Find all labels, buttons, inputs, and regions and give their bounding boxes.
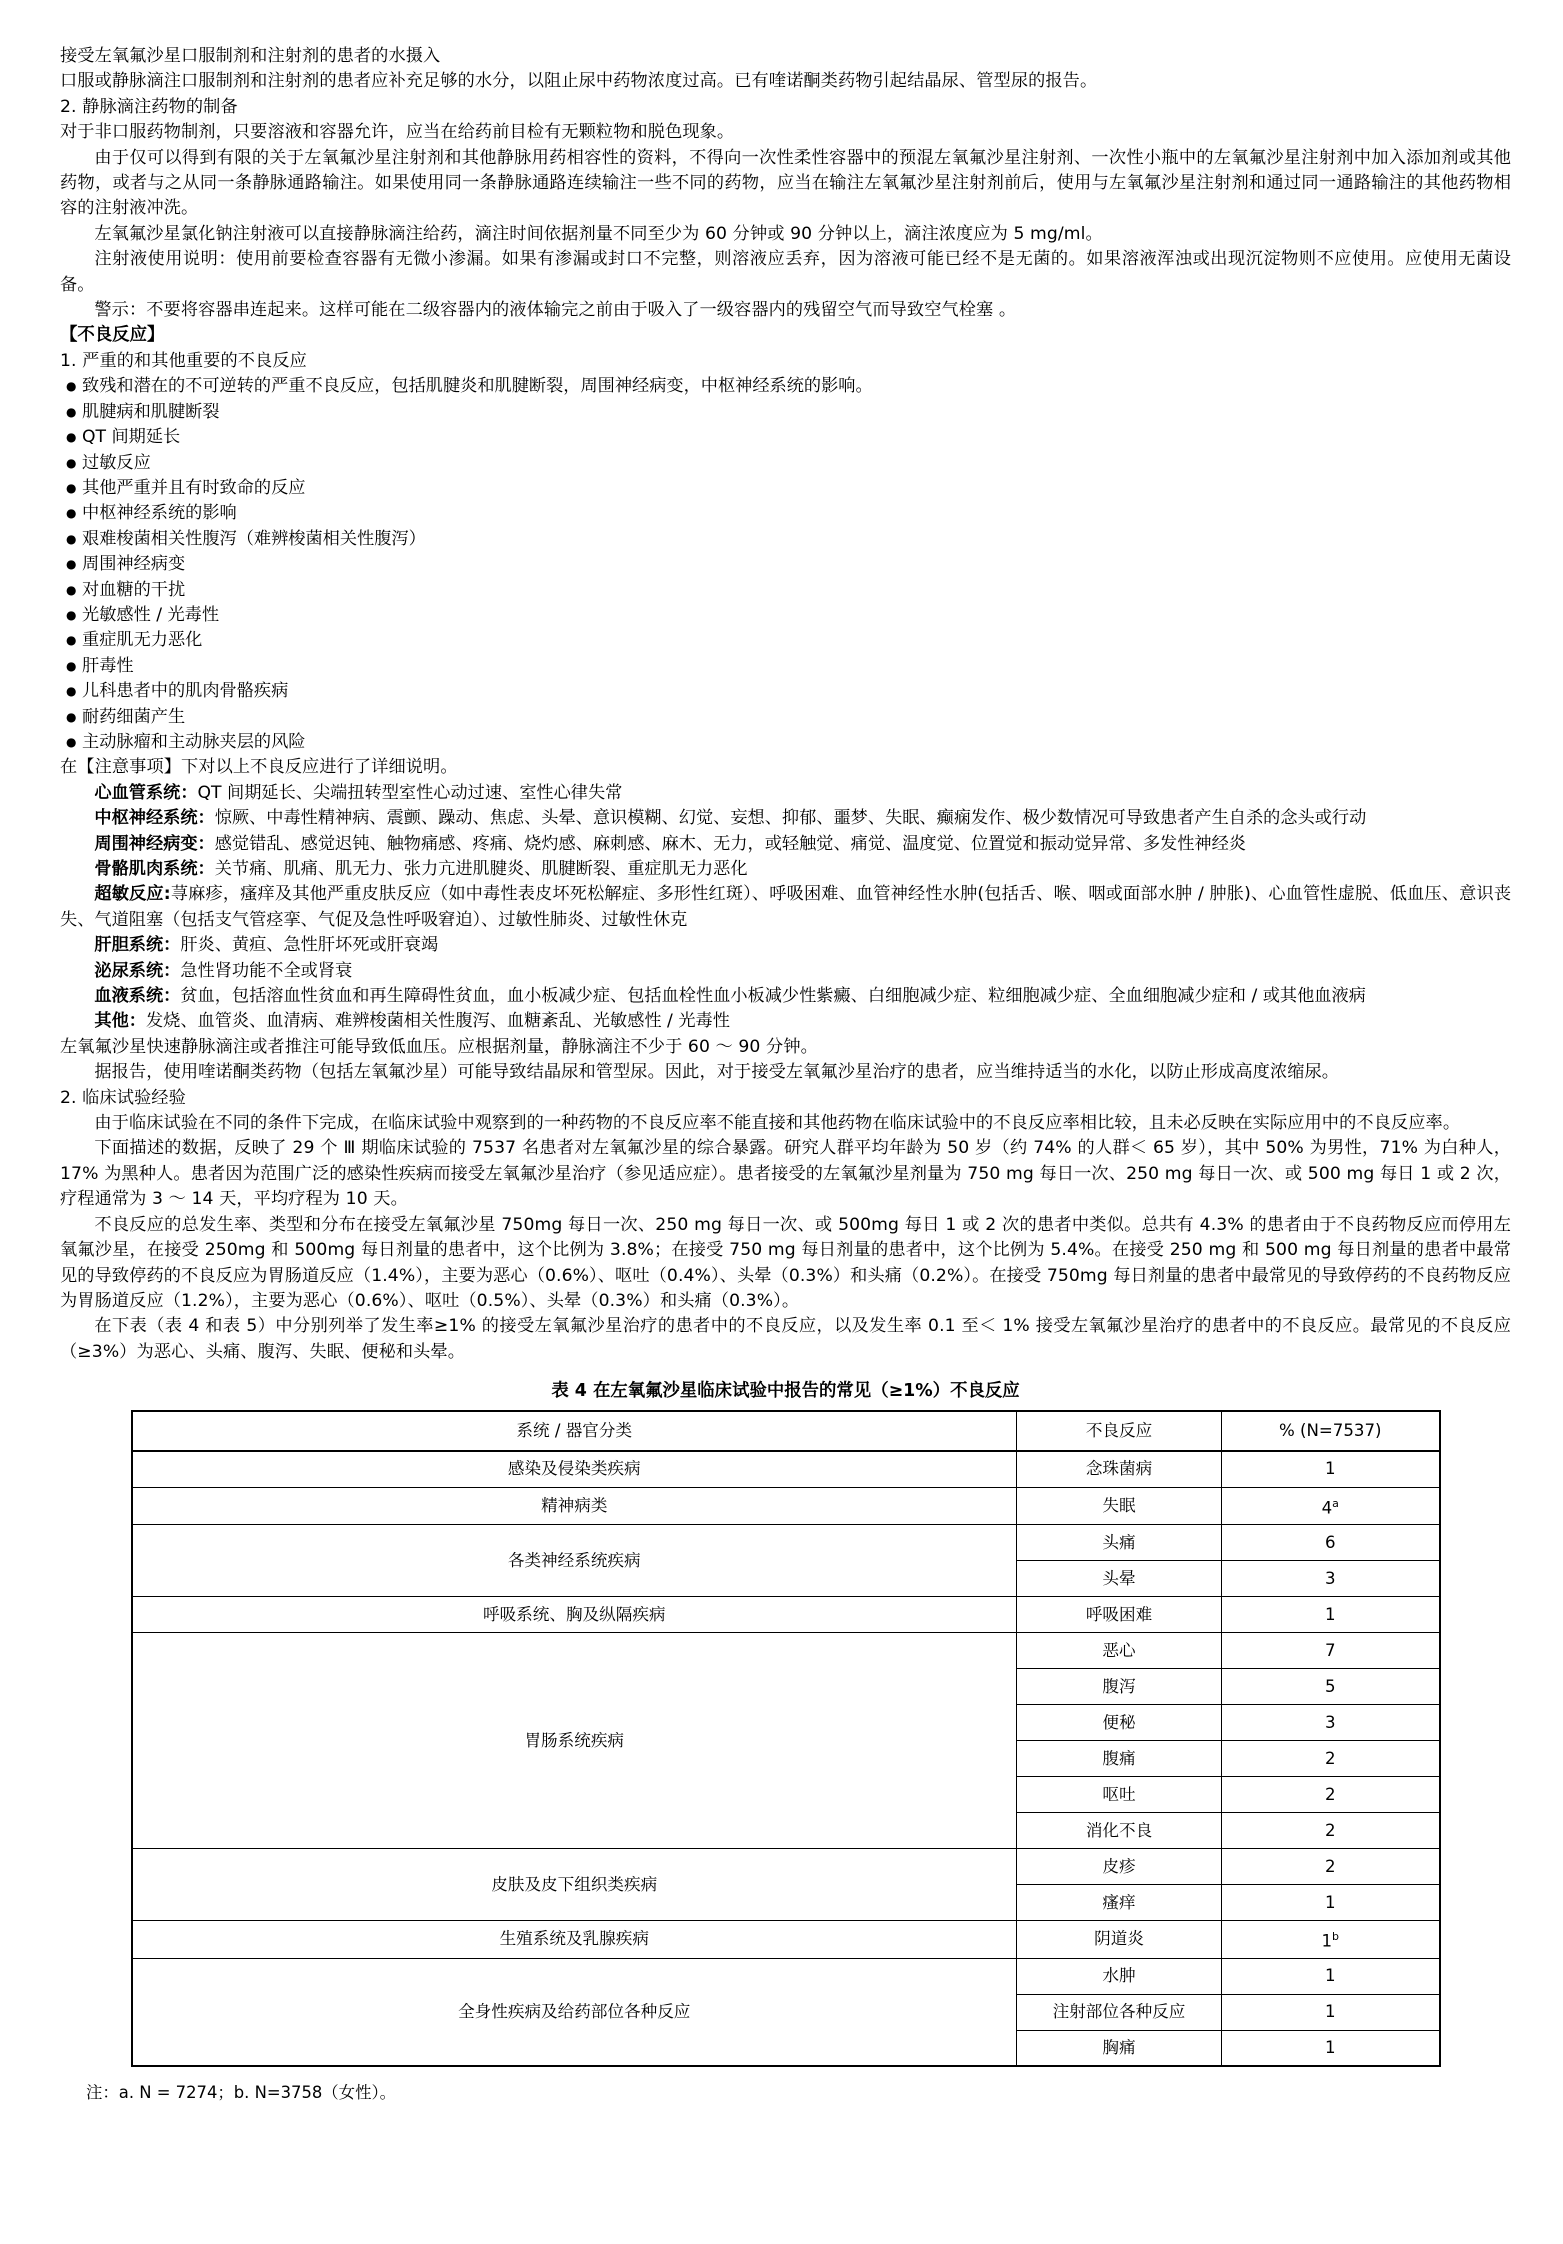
paragraph-p7: 注射液使用说明：使用前要检查容器有无微小渗漏。如果有渗漏或封口不完整，则溶液应丢弃，因为溶液可能已经不是无菌的。如果溶液浑浊或出现沉淀物则不应使用。应使用无菌设备。 bbox=[60, 249, 1511, 295]
organ-system-text: QT 间期延长、尖端扭转型室性心动过速、室性心律失常 bbox=[197, 782, 623, 803]
organ-system-text: 贫血，包括溶血性贫血和再生障碍性贫血，血小板减少症、包括血栓性血小板减少性紫癜、白细胞减少症、粒细胞减少症、全血细胞减少症和 / 或其他血液病 bbox=[180, 986, 1366, 1007]
table-cell-adverse-reaction: 注射部位各种反应 bbox=[1017, 1994, 1222, 2030]
serious-reaction-item bbox=[60, 628, 1511, 653]
bullet-icon: ● bbox=[66, 709, 77, 724]
organ-system-line bbox=[60, 984, 1511, 1009]
table-cell-system: 呼吸系统、胸及纵隔疾病 bbox=[132, 1597, 1017, 1633]
subsection-serious-reactions-heading: 1. 严重的和其他重要的不良反应 bbox=[60, 350, 307, 371]
bullet-icon: ● bbox=[66, 734, 77, 749]
table-cell-adverse-reaction: 腹痛 bbox=[1017, 1741, 1222, 1777]
serious-reaction-item bbox=[60, 400, 1511, 425]
table-cell-adverse-reaction: 瘙痒 bbox=[1017, 1885, 1222, 1921]
serious-reactions-list bbox=[60, 374, 1511, 755]
paragraph-p1: 接受左氧氟沙星口服制剂和注射剂的患者的水摄入 bbox=[60, 46, 441, 66]
paragraph-m3: 2. 临床试验经验 bbox=[60, 1087, 186, 1108]
organ-system-text: 急性肾功能不全或肾衰 bbox=[180, 960, 353, 981]
paragraph-m6: 不良反应的总发生率、类型和分布在接受左氧氟沙星 750mg 每日一次、250 mg 每日一次、或 500mg 每日 1 或 2 次的患者中类似。总共有 4.3% 的患者由于不良药物反应而停用左氧氟沙星，在接受 250mg 和 500mg 每日剂量的患者中，这个比例为 3.8%；在接受 750 mg 每日剂量的患者中，这个比例为 5.4%。在接受 250 mg 和 500 mg 每日剂量的患者中最常见的导致停药的不良反应为胃肠道反应（1.4%），主要为恶心（0.6%）、呕吐（0.4%）、头晕（0.3%）和头痛（0.2%）。在接受 750mg 每日剂量的患者中最常见的导致停药的不良药物反应为胃肠道反应（1.2%），主要为恶心（0.6%）、呕吐（0.5%）、头晕（0.3%）和头痛（0.3%）。 bbox=[60, 1214, 1511, 1311]
serious-reaction-label: 过敏反应 bbox=[82, 452, 151, 473]
organ-system-line bbox=[60, 857, 1511, 882]
paragraph-p6: 左氧氟沙星氯化钠注射液可以直接静脉滴注给药，滴注时间依据剂量不同至少为 60 分钟或 90 分钟以上，滴注浓度应为 5 mg/ml。 bbox=[94, 223, 1103, 244]
organ-system-label: 肝胆系统： bbox=[94, 935, 181, 956]
bullet-icon: ● bbox=[66, 607, 77, 622]
bullet-icon: ● bbox=[66, 582, 77, 597]
organ-system-label: 骨骼肌肉系统： bbox=[94, 859, 215, 879]
table-row bbox=[132, 1633, 1440, 1669]
table-cell-percent: 2 bbox=[1222, 1777, 1440, 1813]
organ-system-text: 关节痛、肌痛、肌无力、张力亢进肌腱炎、肌腱断裂、重症肌无力恶化 bbox=[214, 859, 748, 879]
after-bullets-note: 在【注意事项】下对以上不良反应进行了详细说明。 bbox=[60, 757, 458, 778]
paragraph-p4: 对于非口服药物制剂，只要溶液和容器允许，应当在给药前目检有无颗粒物和脱色现象。 bbox=[60, 122, 735, 143]
table-cell-system: 胃肠系统疾病 bbox=[132, 1633, 1017, 1849]
serious-reaction-item bbox=[60, 705, 1511, 730]
organ-system-line bbox=[60, 832, 1511, 857]
table-cell-percent: 7 bbox=[1222, 1633, 1440, 1669]
organ-system-text: 肝炎、黄疸、急性肝坏死或肝衰竭 bbox=[180, 935, 439, 956]
table-row bbox=[132, 1451, 1440, 1487]
organ-system-line bbox=[60, 933, 1511, 958]
intro-paragraphs bbox=[60, 44, 1511, 323]
organ-system-text: 发烧、血管炎、血清病、难辨梭菌相关性腹泻、血糖紊乱、光敏感性 / 光毒性 bbox=[145, 1011, 730, 1032]
serious-reaction-label: 周围神经病变 bbox=[82, 554, 186, 575]
footnote-marker: a bbox=[1332, 1496, 1339, 1510]
serious-reaction-item bbox=[60, 654, 1511, 679]
paragraph-m5: 下面描述的数据，反映了 29 个 Ⅲ 期临床试验的 7537 名患者对左氧氟沙星的综合暴露。研究人群平均年龄为 50 岁（约 74% 的人群＜ 65 岁），其中 50% 为男性，71% 为白种人，17% 为黑种人。患者因为范围广泛的感染性疾病而接受左氧氟沙星治疗（参见适应症）。患者接受的左氧氟沙星剂量为 750 mg 每日一次、250 mg 每日一次、或 500 mg 每日 1 或 2 次，疗程通常为 3 ～ 14 天，平均疗程为 10 天。 bbox=[60, 1138, 1511, 1210]
table-cell-system: 精神病类 bbox=[132, 1487, 1017, 1525]
table-cell-adverse-reaction: 腹泻 bbox=[1017, 1669, 1222, 1705]
serious-reaction-item bbox=[60, 451, 1511, 476]
table-cell-system: 全身性疾病及给药部位各种反应 bbox=[132, 1958, 1017, 2066]
table-cell-system: 各类神经系统疾病 bbox=[132, 1525, 1017, 1597]
table-cell-adverse-reaction: 便秘 bbox=[1017, 1705, 1222, 1741]
table-footnote: 注：a. N = 7274；b. N=3758（女性）。 bbox=[86, 2083, 397, 2103]
serious-reaction-label: 对血糖的干扰 bbox=[82, 579, 186, 600]
table-row bbox=[132, 1597, 1440, 1633]
organ-system-line bbox=[60, 781, 1511, 806]
serious-reaction-label: 光敏感性 / 光毒性 bbox=[82, 604, 220, 625]
table-cell-percent: 3 bbox=[1222, 1705, 1440, 1741]
bullet-icon: ● bbox=[66, 379, 77, 394]
organ-system-line bbox=[60, 882, 1511, 933]
serious-reaction-label: 耐药细菌产生 bbox=[82, 706, 186, 727]
organ-system-line bbox=[60, 1009, 1511, 1034]
table-row bbox=[132, 1487, 1440, 1525]
table-cell-adverse-reaction: 皮疹 bbox=[1017, 1849, 1222, 1885]
bullet-icon: ● bbox=[66, 658, 77, 673]
table-cell-percent: 1 bbox=[1222, 1994, 1440, 2030]
serious-reaction-label: 艰难梭菌相关性腹泻（难辨梭菌相关性腹泻） bbox=[82, 528, 426, 549]
table-column-header: 不良反应 bbox=[1017, 1411, 1222, 1451]
organ-system-text: 惊厥、中毒性精神病、震颤、躁动、焦虑、头晕、意识模糊、幻觉、妄想、抑郁、噩梦、失眠、癫痫发作、极少数情况可导致患者产生自杀的念头或行动 bbox=[214, 808, 1367, 829]
paragraph-m2: 据报告，使用喹诺酮类药物（包括左氧氟沙星）可能导致结晶尿和管型尿。因此，对于接受左氧氟沙星治疗的患者，应当维持适当的水化，以防止形成高度浓缩尿。 bbox=[94, 1062, 1340, 1083]
table-cell-percent: 5 bbox=[1222, 1669, 1440, 1705]
serious-reaction-item bbox=[60, 552, 1511, 577]
table-cell-adverse-reaction: 念珠菌病 bbox=[1017, 1451, 1222, 1487]
bullet-icon: ● bbox=[66, 506, 77, 521]
table-cell-adverse-reaction: 头晕 bbox=[1017, 1561, 1222, 1597]
adverse-reactions-table bbox=[131, 1410, 1441, 2067]
paragraph-m1: 左氧氟沙星快速静脉滴注或者推注可能导致低血压。应根据剂量，静脉滴注不少于 60 ～ 90 分钟。 bbox=[60, 1036, 818, 1057]
table-cell-percent: 1 bbox=[1222, 2030, 1440, 2066]
table-cell-system: 皮肤及皮下组织类疾病 bbox=[132, 1849, 1017, 1921]
serious-reaction-item bbox=[60, 374, 1511, 399]
serious-reaction-label: QT 间期延长 bbox=[82, 427, 181, 448]
bullet-icon: ● bbox=[66, 633, 77, 648]
bullet-icon: ● bbox=[66, 531, 77, 546]
organ-system-line bbox=[60, 959, 1511, 984]
bullet-icon: ● bbox=[66, 430, 77, 445]
organ-system-text: 荨麻疹，瘙痒及其他严重皮肤反应（如中毒性表皮坏死松解症、多形性红斑）、呼吸困难、血管神经性水肿(包括舌、喉、咽或面部水肿 / 肿胀)、心血管性虚脱、低血压、意识丧失、气道阻塞（包括支气管痉挛、气促及急性呼吸窘迫）、过敏性肺炎、过敏性休克 bbox=[60, 884, 1512, 930]
paragraph-p2: 口服或静脉滴注口服制剂和注射剂的患者应补充足够的水分，以阻止尿中药物浓度过高。已有喹诺酮类药物引起结晶尿、管型尿的报告。 bbox=[60, 71, 1098, 92]
paragraph-p8: 警示：不要将容器串连起来。这样可能在二级容器内的液体输完之前由于吸入了一级容器内的残留空气而导致空气栓塞 。 bbox=[94, 300, 1017, 321]
table-cell-percent: 1 bbox=[1222, 1885, 1440, 1921]
paragraph-p3: 2. 静脉滴注药物的制备 bbox=[60, 96, 238, 117]
organ-system-label: 周围神经病变： bbox=[94, 833, 215, 854]
serious-reaction-item bbox=[60, 425, 1511, 450]
table-cell-percent: 2 bbox=[1222, 1741, 1440, 1777]
organ-system-line bbox=[60, 806, 1511, 831]
table-header-row bbox=[132, 1411, 1440, 1451]
footnote-marker: b bbox=[1332, 1930, 1340, 1944]
table-cell-adverse-reaction: 失眠 bbox=[1017, 1487, 1222, 1525]
bullet-icon: ● bbox=[66, 455, 77, 470]
table-cell-adverse-reaction: 阴道炎 bbox=[1017, 1921, 1222, 1959]
bullet-icon: ● bbox=[66, 480, 77, 495]
table-cell-adverse-reaction: 胸痛 bbox=[1017, 2030, 1222, 2066]
table-cell-system: 感染及侵染类疾病 bbox=[132, 1451, 1017, 1487]
table-column-header: 系统 / 器官分类 bbox=[132, 1411, 1017, 1451]
organ-system-label: 中枢神经系统： bbox=[94, 808, 215, 829]
section-heading-adverse-reactions: 【不良反应】 bbox=[60, 325, 165, 346]
paragraph-p5: 由于仅可以得到有限的关于左氧氟沙星注射剂和其他静脉用药相容性的资料，不得向一次性柔性容器中的预混左氧氟沙星注射剂、一次性小瓶中的左氧氟沙星注射剂中加入添加剂或其他药物，或者与之从同一条静脉通路输注。如果使用同一条静脉通路连续输注一些不同的药物，应当在输注左氧氟沙星注射剂前后，使用与左氧氟沙星注射剂和通过同一通路输注的其他药物相容的注射液冲洗。 bbox=[60, 147, 1511, 219]
table-cell-percent: 2 bbox=[1222, 1849, 1440, 1885]
bullet-icon: ● bbox=[66, 557, 77, 572]
table-cell-percent: 1 bbox=[1222, 1958, 1440, 1994]
bullet-icon: ● bbox=[66, 404, 77, 419]
clinical-trial-paragraphs bbox=[60, 1035, 1511, 1365]
serious-reaction-label: 儿科患者中的肌肉骨骼疾病 bbox=[82, 681, 289, 702]
table-cell-adverse-reaction: 水肿 bbox=[1017, 1958, 1222, 1994]
table-cell-percent: 2 bbox=[1222, 1813, 1440, 1849]
serious-reaction-item bbox=[60, 476, 1511, 501]
organ-systems-block bbox=[60, 781, 1511, 1035]
paragraph-m7: 在下表（表 4 和表 5）中分别列举了发生率≥1% 的接受左氧氟沙星治疗的患者中的不良反应，以及发生率 0.1 至＜ 1% 接受左氧氟沙星治疗的患者中的不良反应。最常见的不良反应（≥3%）为恶心、头痛、腹泻、失眠、便秘和头晕。 bbox=[60, 1316, 1511, 1362]
serious-reaction-label: 肝毒性 bbox=[82, 655, 134, 676]
organ-system-label: 心血管系统： bbox=[94, 782, 198, 803]
table-row bbox=[132, 1525, 1440, 1561]
serious-reaction-label: 肌腱病和肌腱断裂 bbox=[82, 401, 220, 422]
table-cell-adverse-reaction: 头痛 bbox=[1017, 1525, 1222, 1561]
table-cell-adverse-reaction: 恶心 bbox=[1017, 1633, 1222, 1669]
table-row bbox=[132, 1921, 1440, 1959]
table-cell-percent: 4$^a$ bbox=[1222, 1487, 1440, 1525]
serious-reaction-item bbox=[60, 527, 1511, 552]
table-cell-adverse-reaction: 呕吐 bbox=[1017, 1777, 1222, 1813]
table-cell-adverse-reaction: 消化不良 bbox=[1017, 1813, 1222, 1849]
table-caption: 表 4 在左氧氟沙星临床试验中报告的常见（≥1%）不良反应 bbox=[551, 1381, 1020, 1402]
serious-reaction-label: 主动脉瘤和主动脉夹层的风险 bbox=[82, 731, 306, 752]
organ-system-label: 血液系统： bbox=[94, 986, 181, 1007]
serious-reaction-item bbox=[60, 578, 1511, 603]
serious-reaction-item bbox=[60, 501, 1511, 526]
table-cell-percent: 3 bbox=[1222, 1561, 1440, 1597]
table-row bbox=[132, 1849, 1440, 1885]
serious-reaction-label: 其他严重并且有时致命的反应 bbox=[82, 477, 306, 498]
serious-reaction-item bbox=[60, 730, 1511, 755]
organ-system-label: 泌尿系统： bbox=[94, 960, 181, 981]
table-row bbox=[132, 1958, 1440, 1994]
organ-system-label: 其他： bbox=[94, 1011, 146, 1032]
table-cell-adverse-reaction: 呼吸困难 bbox=[1017, 1597, 1222, 1633]
serious-reaction-label: 重症肌无力恶化 bbox=[82, 630, 203, 651]
organ-system-label: 超敏反应: bbox=[94, 884, 171, 905]
table-cell-percent: 1 bbox=[1222, 1451, 1440, 1487]
table-cell-percent: 6 bbox=[1222, 1525, 1440, 1561]
serious-reaction-label: 致残和潜在的不可逆转的严重不良反应，包括肌腱炎和肌腱断裂，周围神经病变，中枢神经系统的影响。 bbox=[82, 376, 873, 397]
serious-reaction-label: 中枢神经系统的影响 bbox=[82, 503, 237, 524]
table-cell-percent: 1$^b$ bbox=[1222, 1921, 1440, 1959]
bullet-icon: ● bbox=[66, 684, 77, 699]
serious-reaction-item bbox=[60, 603, 1511, 628]
organ-system-text: 感觉错乱、感觉迟钝、触物痛感、疼痛、烧灼感、麻刺感、麻木、无力，或轻触觉、痛觉、温度觉、位置觉和振动觉异常、多发性神经炎 bbox=[214, 833, 1246, 854]
table-cell-percent: 1 bbox=[1222, 1597, 1440, 1633]
serious-reaction-item bbox=[60, 679, 1511, 704]
paragraph-m4: 由于临床试验在不同的条件下完成，在临床试验中观察到的一种药物的不良反应率不能直接和其他药物在临床试验中的不良反应率相比较，且未必反映在实际应用中的不良反应率。 bbox=[94, 1113, 1461, 1134]
table-column-header: % (N=7537) bbox=[1222, 1411, 1440, 1451]
table-cell-system: 生殖系统及乳腺疾病 bbox=[132, 1921, 1017, 1959]
